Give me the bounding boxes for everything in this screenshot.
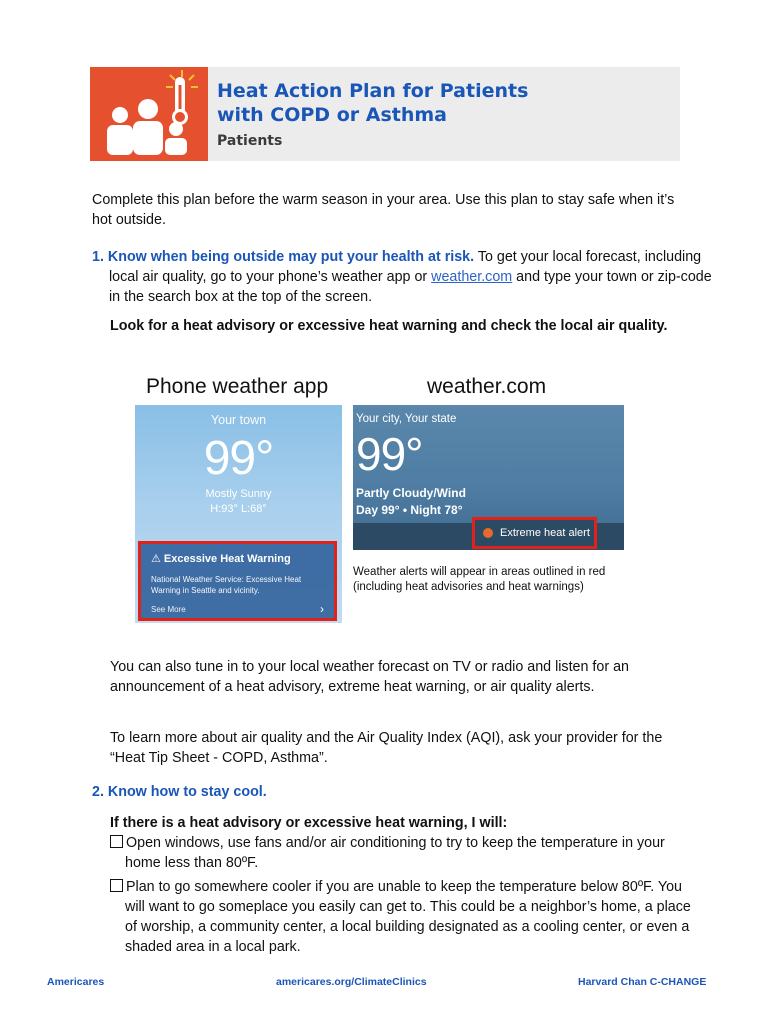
- web-conditions: Partly Cloudy/Wind: [356, 486, 466, 500]
- checklist-item: [110, 833, 685, 873]
- checklist-item-text: Plan to go somewhere cooler if you are unable to keep the temperature below 80ºF. You will want to go someplace you easily can get to. This could be a neighbor’s home, a place of worship, a community center, a local building designated as a cooling center, or even a shaded area in a local park.: [125, 879, 691, 955]
- people-thermometer-icon: [90, 67, 208, 161]
- footer-url[interactable]: americares.org/ClimateClinics: [276, 976, 427, 988]
- phone-conditions: Mostly Sunny H:93° L:68°: [205, 488, 272, 515]
- web-day-night: Day 99° • Night 78°: [356, 503, 463, 517]
- look-for-instruction: Look for a heat advisory or excessive heat warning and check the local air quality.: [110, 318, 668, 334]
- heat-family-logo: [90, 67, 208, 161]
- weather-com-link[interactable]: weather.com: [431, 269, 513, 285]
- weather-com-label: weather.com: [427, 375, 547, 398]
- section2-heading: 2. Know how to stay cool.: [92, 784, 267, 800]
- checklist-item: [110, 877, 691, 957]
- intro-text: Complete this plan before the warm season in your area. Use this plan to stay safe when it’s hot outside.: [92, 192, 675, 228]
- extreme-heat-alert-box: [472, 517, 597, 549]
- phone-weather-screenshot: [135, 405, 342, 623]
- warning-title: ⚠ Excessive Heat Warning: [151, 553, 291, 565]
- see-more-link: See More: [151, 605, 186, 614]
- checkbox[interactable]: [110, 879, 123, 892]
- excessive-heat-warning-box: [138, 541, 337, 621]
- phone-temperature: 99°: [203, 432, 274, 485]
- header-banner: [90, 67, 680, 161]
- phone-app-label: Phone weather app: [146, 375, 329, 398]
- section1-text-b: and type your town or zip-code in the search box at the top of the screen.: [109, 269, 712, 305]
- checklist-item-text: Open windows, use fans and/or air conditioning to try to keep the temperature in your home less than 80ºF.: [125, 835, 665, 871]
- section1-paragraph: [92, 247, 719, 307]
- warning-detail: National Weather Service: Excessive Heat Warning in Seattle and vicinity.: [151, 575, 302, 595]
- alert-icon: [483, 528, 493, 538]
- web-city: Your city, Your state: [356, 413, 457, 425]
- checkbox[interactable]: [110, 835, 123, 848]
- section1-text-a: To get your local forecast, including local air quality, go to your phone’s weather app or: [109, 249, 702, 285]
- section1-heading: 1. Know when being outside may put your health at risk.: [92, 249, 475, 265]
- page-subtitle: Patients: [217, 133, 283, 149]
- tune-in-text: You can also tune in to your local weather forecast on TV or radio and listen for an announcement of a heat advisory, extreme heat warning, or air quality alerts.: [110, 659, 629, 695]
- footer-americares: Americares: [47, 976, 105, 988]
- phone-town: Your town: [210, 413, 267, 427]
- page-title: Heat Action Plan for Patients with COPD or Asthma: [217, 80, 529, 126]
- web-caption: Weather alerts will appear in areas outlined in red (including heat advisories and heat warnings): [353, 566, 606, 593]
- web-temperature: 99°: [356, 428, 423, 480]
- chevron-right-icon: ›: [320, 602, 324, 616]
- alert-text: Extreme heat alert: [500, 527, 590, 539]
- footer-harvard: Harvard Chan C-CHANGE: [578, 976, 707, 988]
- if-heat-advisory-text: If there is a heat advisory or excessive heat warning, I will:: [110, 815, 508, 831]
- learn-more-text: To learn more about air quality and the Air Quality Index (AQI), ask your provider for the “Heat Tip Sheet - COPD, Asthma”.: [110, 730, 663, 766]
